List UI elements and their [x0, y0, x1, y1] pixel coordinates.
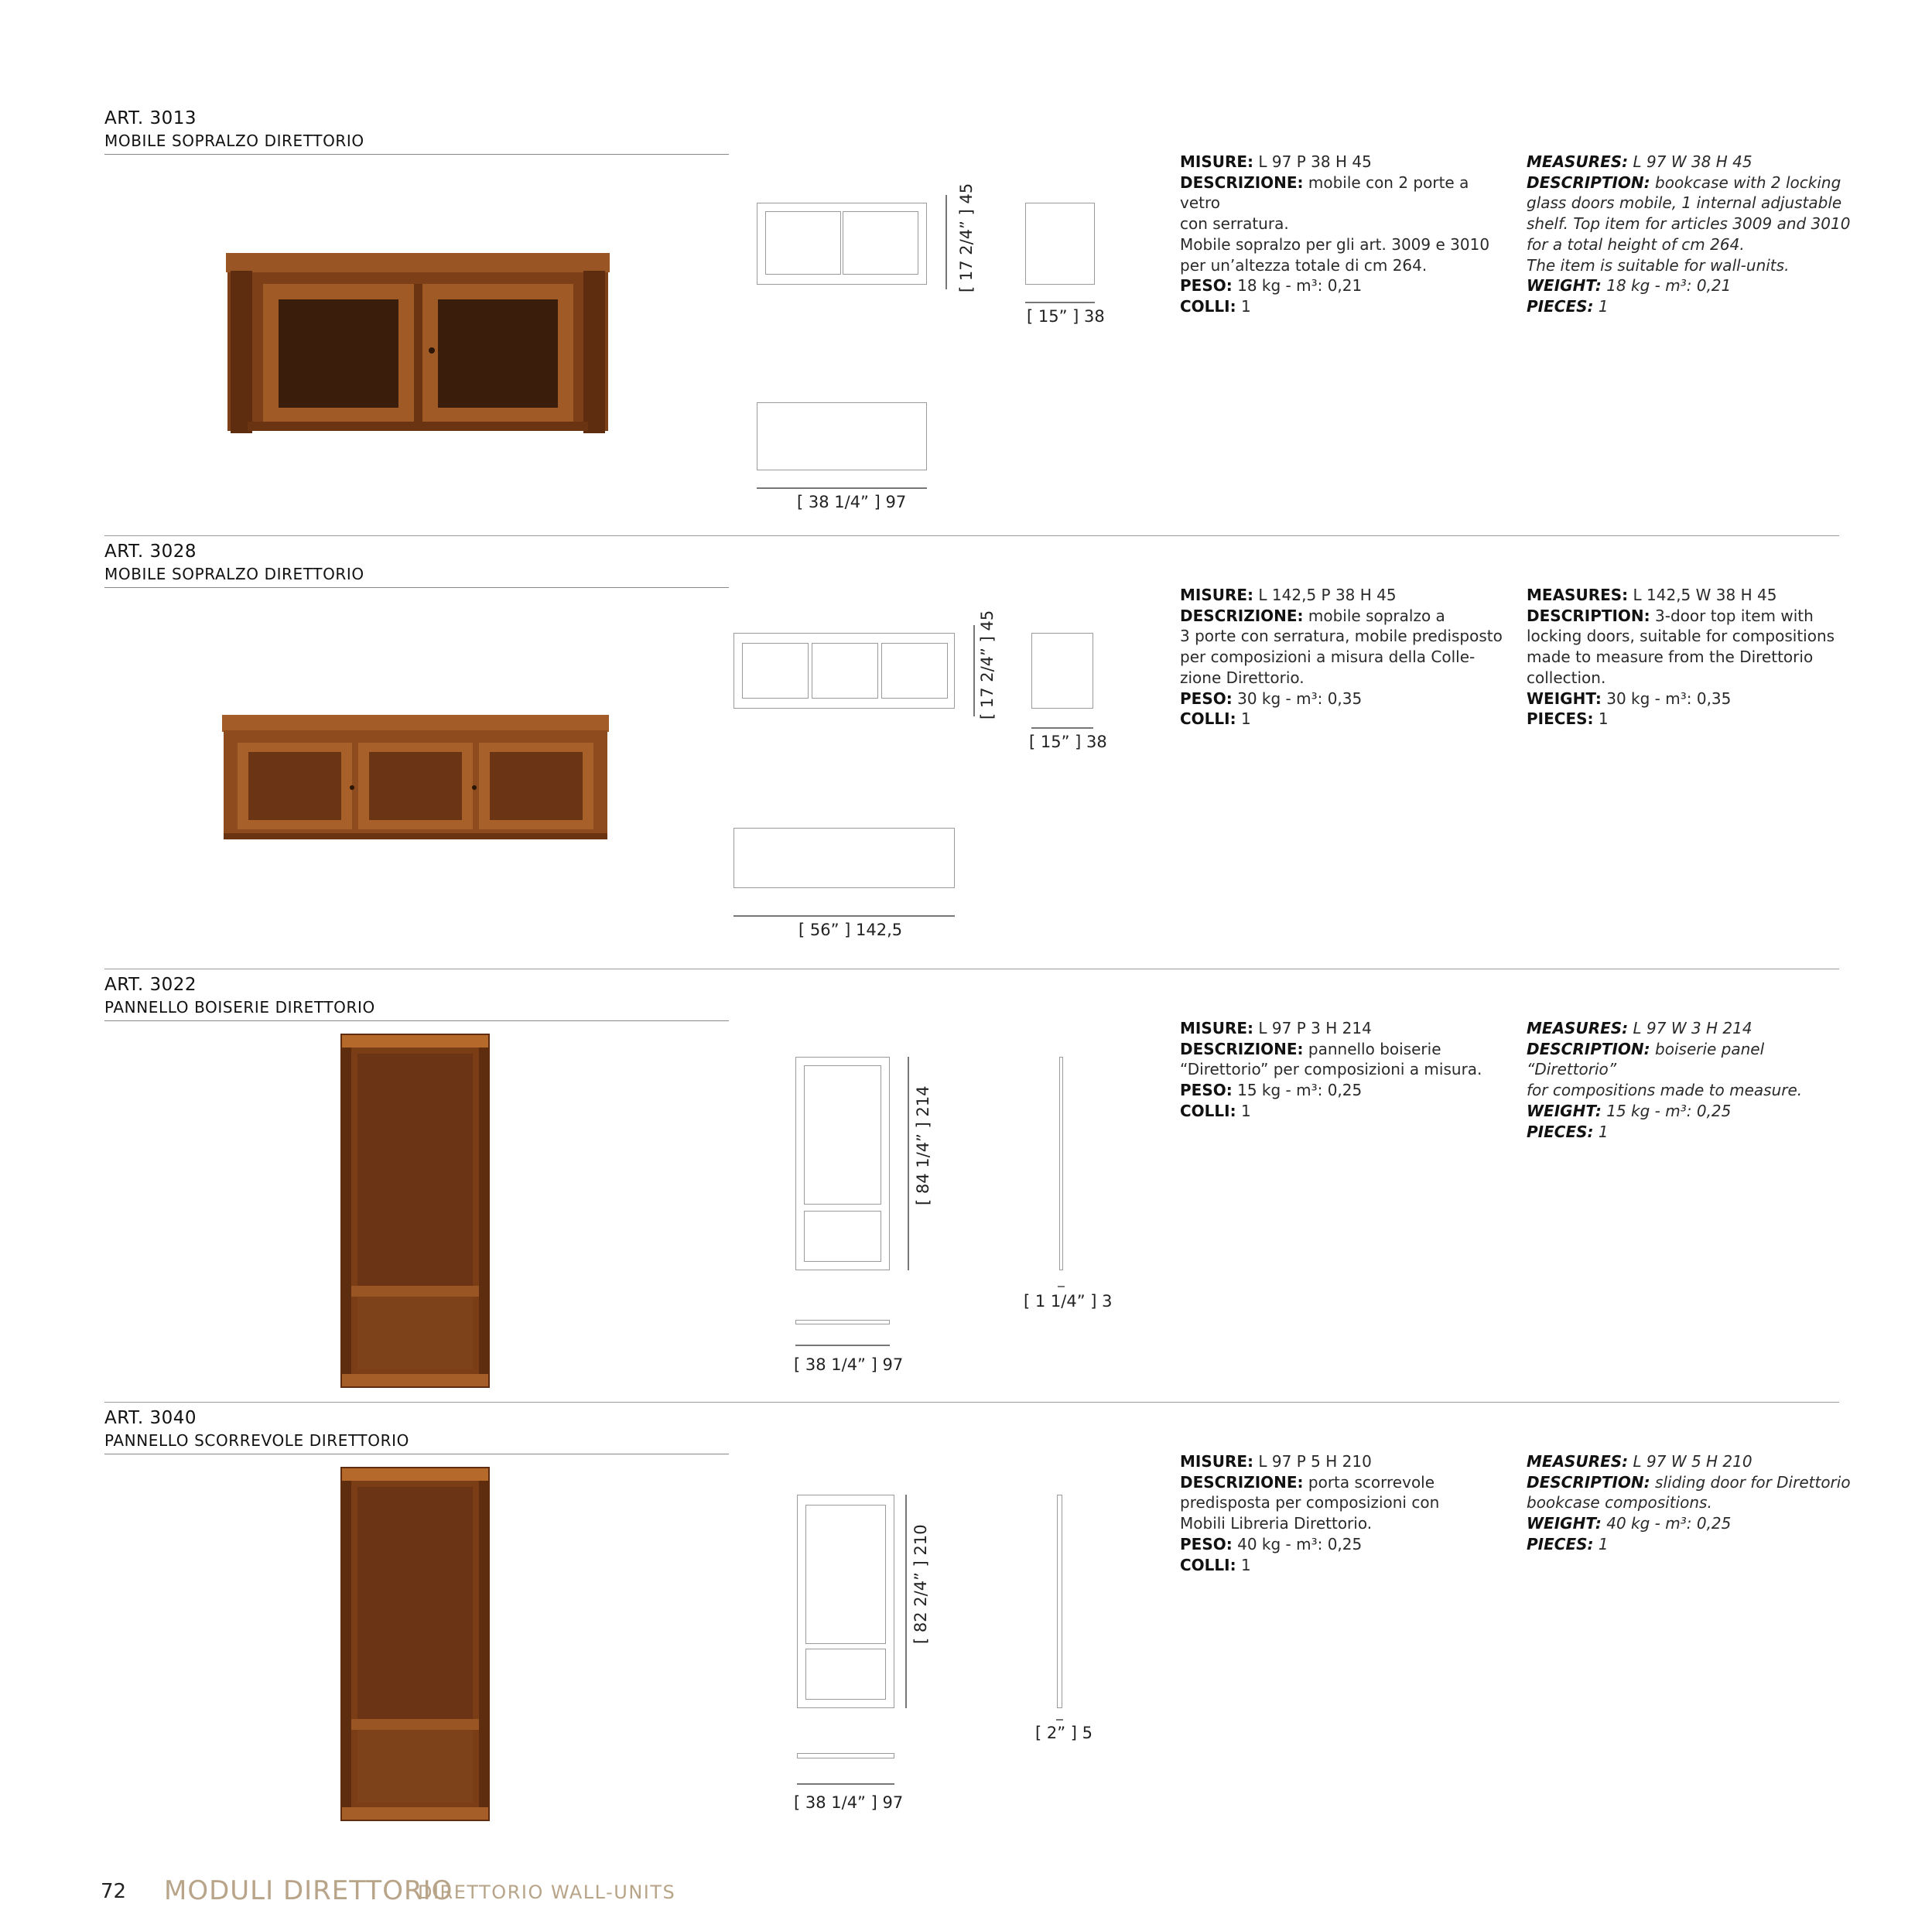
spec-value: 1 — [1236, 1101, 1251, 1120]
spec-line — [1527, 1534, 1852, 1555]
spec-value: 1 — [1593, 296, 1609, 316]
spec-value: per un’altezza totale di cm 264. — [1180, 255, 1428, 275]
spec-line — [1527, 1451, 1852, 1472]
spec-line — [1180, 1101, 1505, 1122]
depth-dimension-line — [1058, 1286, 1065, 1287]
spec-value: 40 kg - m³: 0,25 — [1601, 1514, 1732, 1533]
spec-line — [1180, 709, 1505, 730]
spec-value: 3-door top item with — [1650, 606, 1814, 625]
spec-line — [1180, 152, 1505, 173]
spec-value: L 142,5 P 38 H 45 — [1253, 586, 1397, 604]
depth-dimension-line — [1025, 302, 1095, 303]
length-dimension-line — [733, 915, 955, 917]
page-number: 72 — [101, 1880, 127, 1903]
spec-key: COLLI: — [1180, 1101, 1236, 1120]
spec-value: sliding door for Direttorio — [1650, 1472, 1851, 1492]
spec-line — [1180, 1451, 1505, 1472]
spec-value: for compositions made to measure. — [1527, 1081, 1803, 1100]
spec-value: mobile con 2 porte a vetro — [1180, 173, 1469, 213]
spec-line — [1527, 1101, 1852, 1122]
spec-key: MEASURES: — [1527, 1019, 1629, 1037]
specs-english — [1527, 585, 1852, 730]
specs-italian — [1180, 152, 1505, 317]
side-view-drawing — [1057, 1495, 1062, 1708]
depth-dimension-label: [ 15” ] 38 — [1029, 733, 1107, 751]
spec-value: pannello boiserie — [1303, 1039, 1441, 1058]
specs-english — [1527, 1451, 1852, 1555]
length-dimension-line — [797, 1783, 894, 1785]
spec-key: MISURE: — [1180, 1019, 1254, 1037]
spec-key: MISURE: — [1180, 152, 1254, 171]
height-dimension-label: [ 17 2/4” ] 45 — [957, 183, 976, 292]
spec-value: L 97 W 5 H 210 — [1628, 1452, 1752, 1471]
front-view-drawing — [797, 1495, 894, 1708]
spec-key: PESO: — [1180, 1534, 1233, 1553]
spec-line — [1180, 606, 1505, 627]
spec-key: DESCRIZIONE: — [1180, 606, 1304, 625]
spec-line — [1180, 1039, 1505, 1060]
depth-dimension-line — [1031, 727, 1093, 729]
title-rule — [104, 587, 729, 588]
spec-key: DESCRIZIONE: — [1180, 1472, 1304, 1492]
spec-key: MISURE: — [1180, 1452, 1254, 1471]
specs-italian — [1180, 1451, 1505, 1575]
article-name: PANNELLO SCORREVOLE DIRETTORIO — [104, 1431, 409, 1450]
spec-line — [1180, 255, 1505, 276]
front-view-drawing — [733, 633, 955, 709]
spec-line — [1527, 152, 1852, 173]
section-divider — [104, 535, 1839, 536]
length-dimension-label: [ 38 1/4” ] 97 — [794, 1793, 904, 1812]
spec-value: boiserie panel “Direttorio” — [1527, 1039, 1765, 1079]
spec-line — [1180, 275, 1505, 296]
spec-value: 15 kg - m³: 0,25 — [1601, 1101, 1732, 1120]
spec-value: porta scorrevole — [1303, 1472, 1435, 1492]
specs-italian — [1180, 585, 1505, 730]
spec-value: L 97 P 5 H 210 — [1253, 1452, 1372, 1471]
spec-line — [1180, 1472, 1505, 1493]
spec-key: MEASURES: — [1527, 152, 1629, 171]
spec-key: MISURE: — [1180, 586, 1254, 604]
spec-key: COLLI: — [1180, 296, 1236, 316]
spec-line — [1180, 1059, 1505, 1080]
spec-key: DESCRIPTION: — [1527, 1039, 1650, 1058]
spec-value: L 142,5 W 38 H 45 — [1628, 586, 1777, 604]
depth-dimension-label: [ 15” ] 38 — [1027, 307, 1105, 326]
spec-line — [1180, 1018, 1505, 1039]
spec-value: 1 — [1593, 1534, 1609, 1553]
article-number: ART. 3022 — [104, 975, 197, 995]
product-photo — [340, 1034, 491, 1389]
article-number: ART. 3028 — [104, 542, 197, 562]
spec-line — [1527, 709, 1852, 730]
depth-dimension-label: [ 1 1/4” ] 3 — [1024, 1292, 1113, 1311]
spec-line — [1527, 668, 1852, 689]
spec-value: bookcase compositions. — [1527, 1493, 1712, 1512]
spec-value: mobile sopralzo a — [1303, 606, 1445, 625]
title-rule — [104, 1020, 729, 1021]
spec-line — [1527, 255, 1852, 276]
spec-value: locking doors, suitable for compositions — [1527, 627, 1835, 646]
spec-key: COLLI: — [1180, 709, 1236, 729]
article-name: MOBILE SOPRALZO DIRETTORIO — [104, 565, 364, 583]
side-view-drawing — [1031, 633, 1093, 709]
spec-value: 1 — [1593, 1122, 1609, 1141]
spec-value: 1 — [1236, 709, 1251, 729]
title-rule — [104, 154, 729, 155]
section-title: MODULI DIRETTORIO — [164, 1875, 453, 1906]
height-dimension-line — [945, 195, 947, 289]
spec-value: The item is suitable for wall-units. — [1527, 255, 1790, 275]
product-photo — [340, 1467, 491, 1823]
spec-key: PIECES: — [1527, 1122, 1594, 1141]
spec-value: zione Direttorio. — [1180, 668, 1305, 687]
spec-line — [1180, 296, 1505, 317]
spec-line — [1527, 1080, 1852, 1101]
spec-line — [1527, 296, 1852, 317]
spec-line — [1527, 1039, 1852, 1080]
spec-value: for a total height of cm 264. — [1527, 234, 1745, 254]
spec-line — [1180, 1513, 1505, 1534]
height-dimension-line — [973, 625, 975, 716]
spec-key: PESO: — [1180, 689, 1233, 708]
spec-value: L 97 P 3 H 214 — [1253, 1019, 1372, 1037]
spec-key: DESCRIPTION: — [1527, 1472, 1650, 1492]
spec-value: 18 kg - m³: 0,21 — [1232, 276, 1363, 296]
spec-value: collection. — [1527, 668, 1606, 687]
article-number: ART. 3040 — [104, 1408, 197, 1428]
spec-line — [1527, 1018, 1852, 1039]
spec-value: bookcase with 2 locking — [1650, 173, 1841, 192]
spec-key: PIECES: — [1527, 709, 1594, 729]
length-dimension-label: [ 38 1/4” ] 97 — [797, 493, 907, 511]
depth-dimension-line — [1056, 1719, 1063, 1721]
spec-key: WEIGHT: — [1527, 276, 1602, 296]
spec-line — [1527, 1513, 1852, 1534]
spec-value: 30 kg - m³: 0,35 — [1601, 689, 1732, 708]
spec-value: 18 kg - m³: 0,21 — [1601, 276, 1732, 296]
height-dimension-label: [ 84 1/4” ] 214 — [914, 1085, 932, 1205]
spec-key: WEIGHT: — [1527, 1514, 1602, 1533]
spec-key: COLLI: — [1180, 1555, 1236, 1574]
spec-line — [1180, 647, 1505, 668]
spec-key: DESCRIPTION: — [1527, 606, 1650, 625]
spec-value: 1 — [1593, 709, 1609, 729]
spec-value: Mobili Libreria Direttorio. — [1180, 1514, 1373, 1533]
spec-value: 1 — [1236, 1555, 1251, 1574]
spec-key: WEIGHT: — [1527, 1101, 1602, 1120]
spec-value: L 97 W 38 H 45 — [1628, 152, 1752, 171]
front-view-drawing — [795, 1057, 890, 1270]
spec-value: glass doors mobile, 1 internal adjustable — [1527, 193, 1842, 213]
spec-value: 3 porte con serratura, mobile predisposto — [1180, 627, 1503, 646]
spec-value: shelf. Top item for articles 3009 and 3010 — [1527, 214, 1851, 234]
spec-value: made to measure from the Direttorio — [1527, 648, 1814, 667]
product-photo — [224, 251, 611, 437]
spec-line — [1180, 214, 1505, 234]
spec-value: “Direttorio” per composizioni a misura. — [1180, 1060, 1482, 1079]
spec-line — [1527, 606, 1852, 627]
section-divider — [104, 1402, 1839, 1403]
height-dimension-line — [905, 1495, 907, 1708]
height-dimension-label: [ 82 2/4” ] 210 — [911, 1524, 930, 1644]
spec-key: DESCRIPTION: — [1527, 173, 1650, 192]
spec-line — [1180, 173, 1505, 214]
spec-key: MEASURES: — [1527, 586, 1629, 604]
spec-line — [1527, 585, 1852, 606]
top-view-drawing — [757, 402, 927, 470]
spec-line — [1527, 214, 1852, 234]
spec-line — [1527, 173, 1852, 193]
article-number: ART. 3013 — [104, 108, 197, 128]
height-dimension-line — [908, 1057, 909, 1270]
spec-line — [1527, 193, 1852, 214]
spec-value: predisposta per composizioni con — [1180, 1493, 1440, 1512]
spec-key: PIECES: — [1527, 296, 1594, 316]
spec-line — [1527, 689, 1852, 709]
top-view-drawing — [733, 828, 955, 888]
side-view-drawing — [1059, 1057, 1063, 1270]
spec-line — [1180, 585, 1505, 606]
spec-line — [1527, 1472, 1852, 1493]
spec-key: PESO: — [1180, 1081, 1233, 1100]
specs-english — [1527, 152, 1852, 317]
spec-line — [1180, 1555, 1505, 1576]
height-dimension-label: [ 17 2/4” ] 45 — [978, 610, 997, 719]
spec-key: DESCRIZIONE: — [1180, 1039, 1304, 1058]
spec-value: 30 kg - m³: 0,35 — [1232, 689, 1363, 708]
spec-line — [1527, 1122, 1852, 1143]
front-view-drawing — [757, 203, 927, 285]
length-dimension-label: [ 38 1/4” ] 97 — [794, 1355, 904, 1374]
spec-line — [1527, 1492, 1852, 1513]
spec-line — [1527, 647, 1852, 668]
spec-key: PIECES: — [1527, 1534, 1594, 1553]
top-view-drawing — [797, 1753, 894, 1758]
spec-value: Mobile sopralzo per gli art. 3009 e 3010 — [1180, 234, 1490, 254]
spec-line — [1527, 626, 1852, 647]
spec-value: L 97 P 38 H 45 — [1253, 152, 1372, 171]
spec-value: per composizioni a misura della Colle- — [1180, 648, 1476, 667]
section-subtitle: DIRETTORIO WALL-UNITS — [418, 1881, 676, 1903]
article-name: MOBILE SOPRALZO DIRETTORIO — [104, 132, 364, 150]
side-view-drawing — [1025, 203, 1095, 285]
length-dimension-label: [ 56” ] 142,5 — [798, 921, 903, 939]
spec-line — [1180, 1534, 1505, 1555]
spec-key: WEIGHT: — [1527, 689, 1602, 708]
spec-line — [1180, 234, 1505, 255]
product-photo — [221, 713, 611, 845]
spec-value: 15 kg - m³: 0,25 — [1232, 1081, 1363, 1100]
length-dimension-line — [795, 1345, 890, 1346]
depth-dimension-label: [ 2” ] 5 — [1035, 1724, 1093, 1742]
spec-line — [1180, 626, 1505, 647]
top-view-drawing — [795, 1320, 890, 1324]
spec-value: L 97 W 3 H 214 — [1628, 1019, 1752, 1037]
spec-line — [1527, 275, 1852, 296]
specs-italian — [1180, 1018, 1505, 1122]
spec-line — [1180, 1080, 1505, 1101]
spec-key: MEASURES: — [1527, 1452, 1629, 1471]
length-dimension-line — [757, 487, 927, 489]
spec-key: DESCRIZIONE: — [1180, 173, 1304, 192]
specs-english — [1527, 1018, 1852, 1142]
spec-value: 40 kg - m³: 0,25 — [1232, 1534, 1363, 1553]
spec-line — [1180, 668, 1505, 689]
article-name: PANNELLO BOISERIE DIRETTORIO — [104, 998, 375, 1017]
spec-value: con serratura. — [1180, 214, 1289, 234]
spec-line — [1180, 1492, 1505, 1513]
spec-line — [1180, 689, 1505, 709]
spec-value: 1 — [1236, 296, 1251, 316]
spec-key: PESO: — [1180, 276, 1233, 296]
spec-line — [1527, 234, 1852, 255]
